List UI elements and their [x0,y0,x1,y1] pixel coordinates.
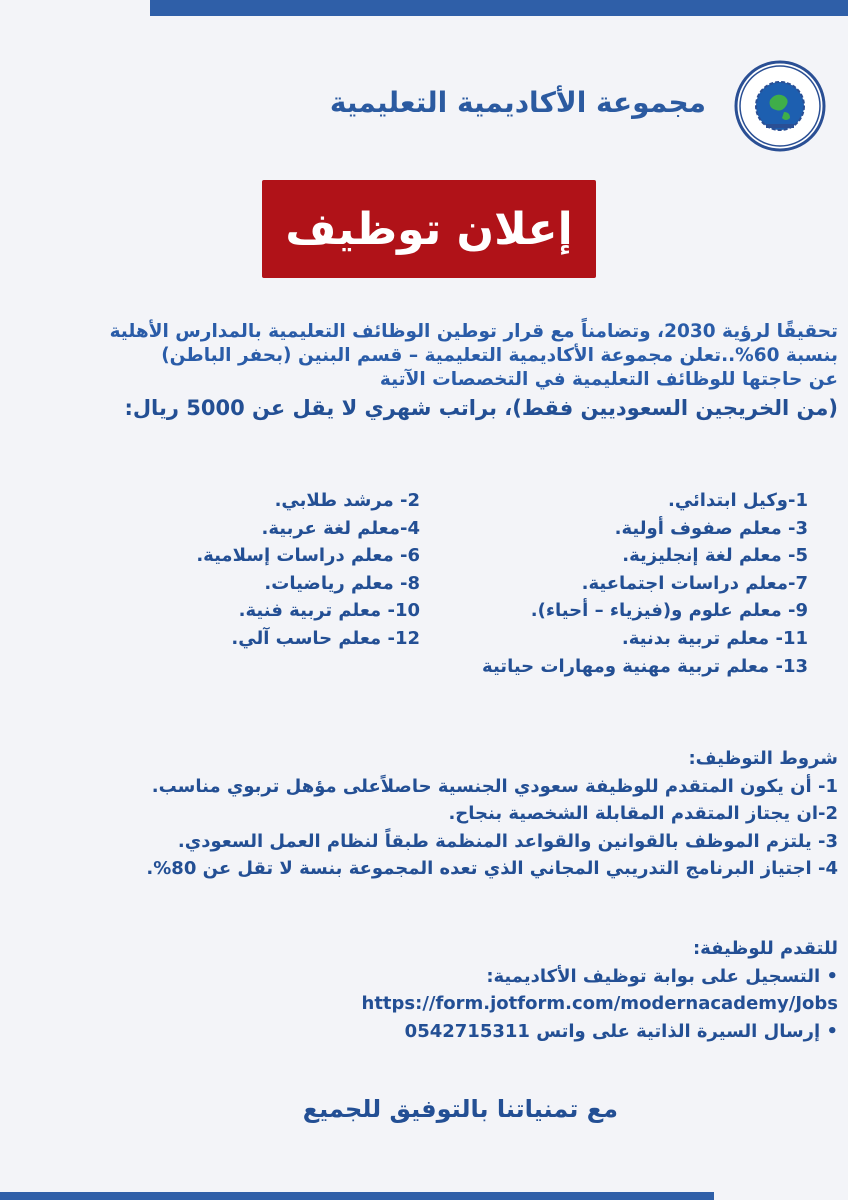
job-item: 13- معلم تربية مهنية ومهارات حياتية [482,655,808,677]
job-item: 8- معلم رياضيات. [264,572,420,594]
intro-line: تحقيقًا لرؤية 2030، وتضامناً مع قرار توطين الوظائف التعليمية بالمدارس الأهلية [109,321,838,342]
apply-section [8,935,838,1045]
closing-message: مع تمنياتنا بالتوفيق للجميع [302,1095,618,1123]
job-item: 6- معلم دراسات إسلامية. [196,545,420,567]
application-link[interactable]: https://form.jotform.com/modernacademy/Jobs [361,993,838,1015]
intro-line: عن حاجتها للوظائف التعليمية في التخصصات الآتية [379,369,838,390]
term-item: 3- يلتزم الموظف بالقوانين والقواعد المنظمة طبقاً لنظام العمل السعودي. [177,830,838,852]
job-item: 7-معلم دراسات اجتماعية. [581,572,808,594]
job-item: 1-وكيل ابتدائي. [668,490,808,511]
term-item: 4- اجتياز البرنامج التدريبي المجاني الذي تعده المجموعة بنسة لا تقل عن 80%. [146,858,838,880]
job-item: 5- معلم لغة إنجليزية. [622,545,808,567]
top-decor-bar [150,0,848,16]
job-item: 9- معلم علوم و(فيزياء – أحياء). [530,600,808,622]
job-announcement-banner [262,180,596,278]
intro-salary-line: (من الخريجين السعوديين فقط)، براتب شهري لا يقل عن 5000 ريال: [124,396,838,420]
apply-title: للتقدم للوظيفة: [692,938,838,959]
terms-title: شروط التوظيف: [688,748,838,769]
header [0,60,848,150]
jobs-list-left [120,487,420,653]
job-item: 12- معلم حاسب آلي. [231,627,420,649]
job-item: 11- معلم تربية بدنية. [621,627,808,649]
banner-title: إعلان توظيف [285,203,573,255]
jobs-list-right [388,487,808,680]
job-item: 10- معلم تربية فنية. [238,600,420,622]
term-item: 1- أن يكون المتقدم للوظيفة سعودي الجنسية حاصلاًعلى مؤهل تربوي مناسب. [151,775,838,797]
job-item: 4-معلم لغة عربية. [261,517,420,539]
bottom-decor-bar [0,1192,714,1200]
apply-bullet-register: • التسجيل على بوابة توظيف الأكاديمية: [8,963,838,991]
job-item: 3- معلم صفوف أولية. [614,517,808,539]
apply-bullet-whatsapp: • إرسال السيرة الذاتية على واتس 0542715311 [8,1018,838,1046]
job-item: 2- مرشد طلابي. [274,490,420,511]
school-logo-icon [734,60,826,152]
intro-line: بنسبة 60%..تعلن مجموعة الأكاديمية التعليمية – قسم البنين (بحفر الباطن) [161,345,838,366]
intro-text [8,320,838,422]
term-item: 2-ان يجتاز المتقدم المقابلة الشخصية بنجاح. [448,803,838,825]
employment-terms [8,745,838,883]
org-name: مجموعة الأكاديمية التعليمية [329,86,706,119]
